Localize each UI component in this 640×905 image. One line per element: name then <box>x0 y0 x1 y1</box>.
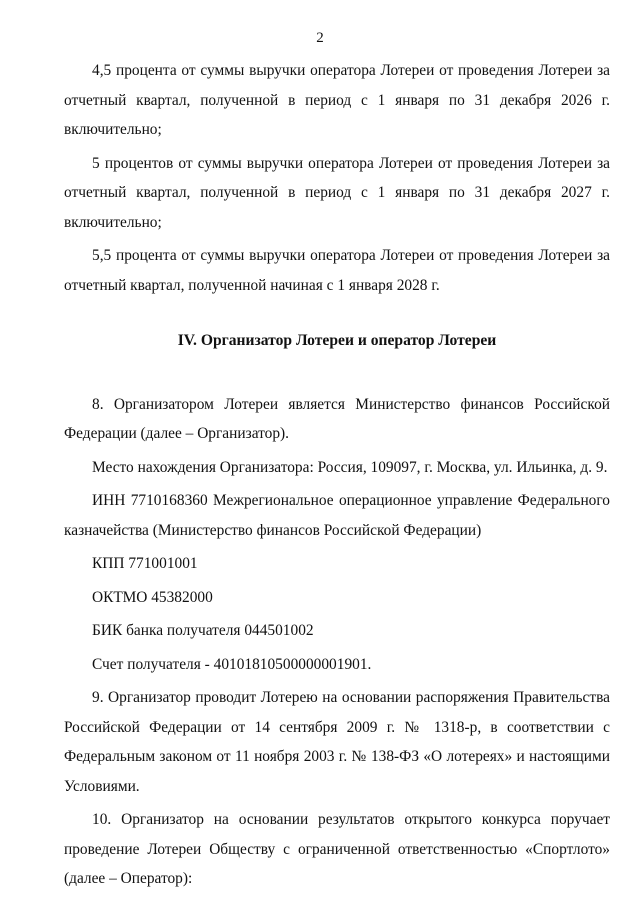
paragraph-bik: БИК банка получателя 044501002 <box>92 622 314 639</box>
paragraph-rate-2027: 5 процентов от суммы выручки оператора Лотереи от проведения Лотереи за отчетный квартал, полученной в период с 1 января по 31 декабря 2027 г. включительно; <box>64 154 610 231</box>
paragraph-organizer-address: Место нахождения Организатора: Россия, 109097, г. Москва, ул. Ильинка, д. 9. <box>92 458 608 476</box>
paragraph-oktmo: ОКТМО 45382000 <box>92 588 213 606</box>
paragraph-kpp: КПП 771001001 <box>92 555 198 572</box>
section-heading: IV. Организатор Лотереи и оператор Лотереи <box>177 332 497 349</box>
paragraph-organizer: 8. Организатором Лотереи является Министерство финансов Российской Федерации (далее – Организатор). <box>64 395 610 442</box>
paragraph-rate-2028: 5,5 процента от суммы выручки оператора Лотереи от проведения Лотереи за отчетный квартал, полученной начиная с 1 января 2028 г. <box>64 247 610 294</box>
paragraph-inn: ИНН 7710168360 Межрегиональное операционное управление Федерального казначейства (Министерство финансов Российской Федерации) <box>64 492 610 539</box>
document-body <box>64 56 610 894</box>
paragraph-rate-2026: 4,5 процента от суммы выручки оператора Лотереи от проведения Лотереи за отчетный квартал, полученной в период с 1 января по 31 декабря 2026 г. включительно; <box>64 62 610 138</box>
paragraph-operator: 10. Организатор на основании результатов открытого конкурса поручает проведение Лотереи Обществу с ограниченной ответственностью «Спортлото» (далее – Оператор): <box>64 811 610 887</box>
paragraph-account: Счет получателя - 40101810500000001901. <box>92 655 372 673</box>
page-number: 2 <box>316 30 324 46</box>
paragraph-legal-basis: 9. Организатор проводит Лотерею на основании распоряжения Правительства Российской Федерации от 14 сентября 2009 г. № 1318-р, в соответствии с Федеральным законом от 11 ноября 2003 г. № 138-ФЗ «О лотереях» и настоящими Условиями. <box>64 689 610 795</box>
